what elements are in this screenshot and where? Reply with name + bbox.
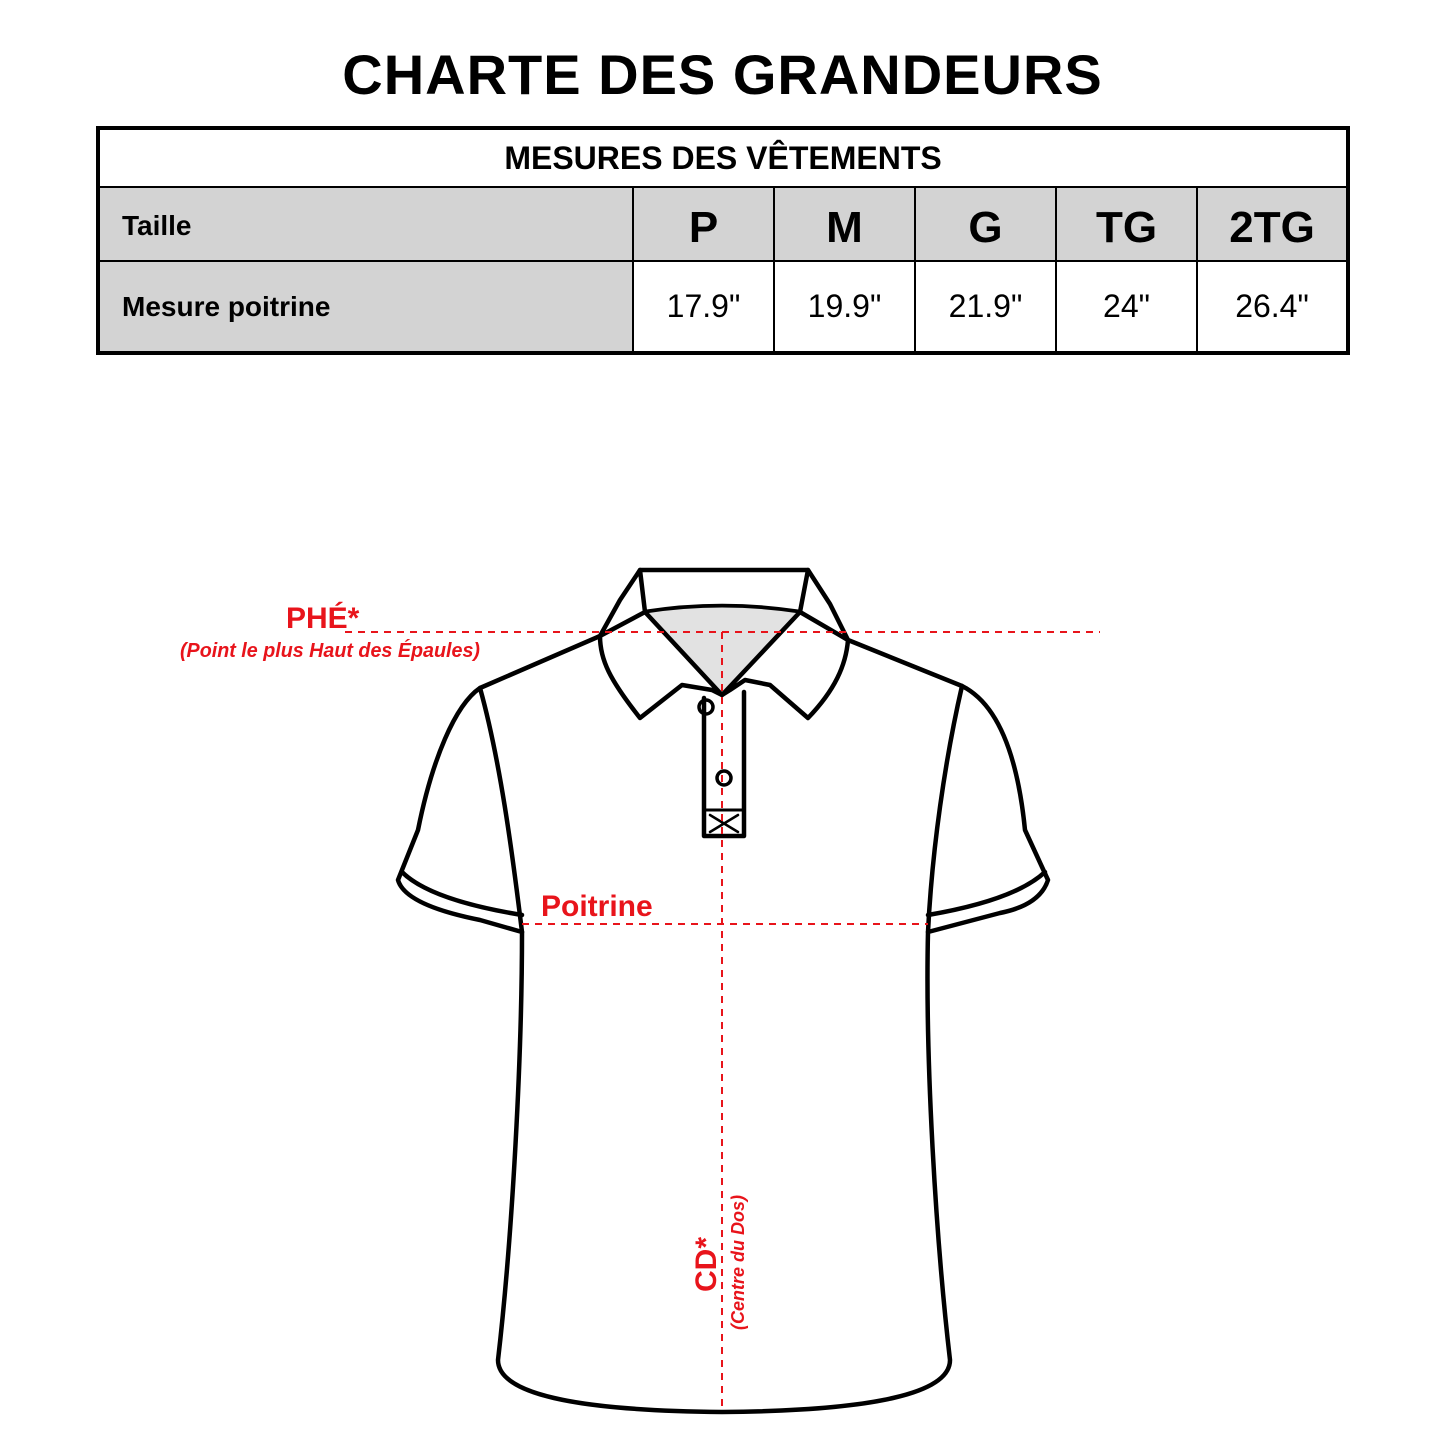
left-sleeve-seam <box>480 688 522 932</box>
phe-note: (Point le plus Haut des Épaules) <box>180 640 485 662</box>
size-cell: P <box>633 187 774 261</box>
chest-label: Poitrine <box>541 890 653 923</box>
left-sleeve-cuff <box>402 872 522 915</box>
size-cell: M <box>774 187 915 261</box>
page-title: CHARTE DES GRANDEURS <box>342 43 1103 106</box>
chest-measure-value: 19.9" <box>774 261 915 353</box>
chest-measure-value: 21.9" <box>915 261 1056 353</box>
chest-measure-value: 24" <box>1056 261 1197 353</box>
size-cell: G <box>915 187 1056 261</box>
button-icon <box>717 771 731 785</box>
cd-note: (Centre du Dos) <box>728 1195 748 1330</box>
size-row-label: Taille <box>98 187 633 261</box>
chest-measure-value: 26.4" <box>1197 261 1348 353</box>
phe-label: PHÉ* <box>286 602 360 635</box>
size-cell: TG <box>1056 187 1197 261</box>
table-heading: MESURES DES VÊTEMENTS <box>98 128 1348 187</box>
right-sleeve-seam <box>928 686 962 932</box>
chest-measure-value: 17.9" <box>633 261 774 353</box>
size-cell: 2TG <box>1197 187 1348 261</box>
right-sleeve-cuff <box>928 872 1045 915</box>
chest-measure-label: Mesure poitrine <box>98 261 633 353</box>
cd-label: CD* <box>690 1236 723 1292</box>
